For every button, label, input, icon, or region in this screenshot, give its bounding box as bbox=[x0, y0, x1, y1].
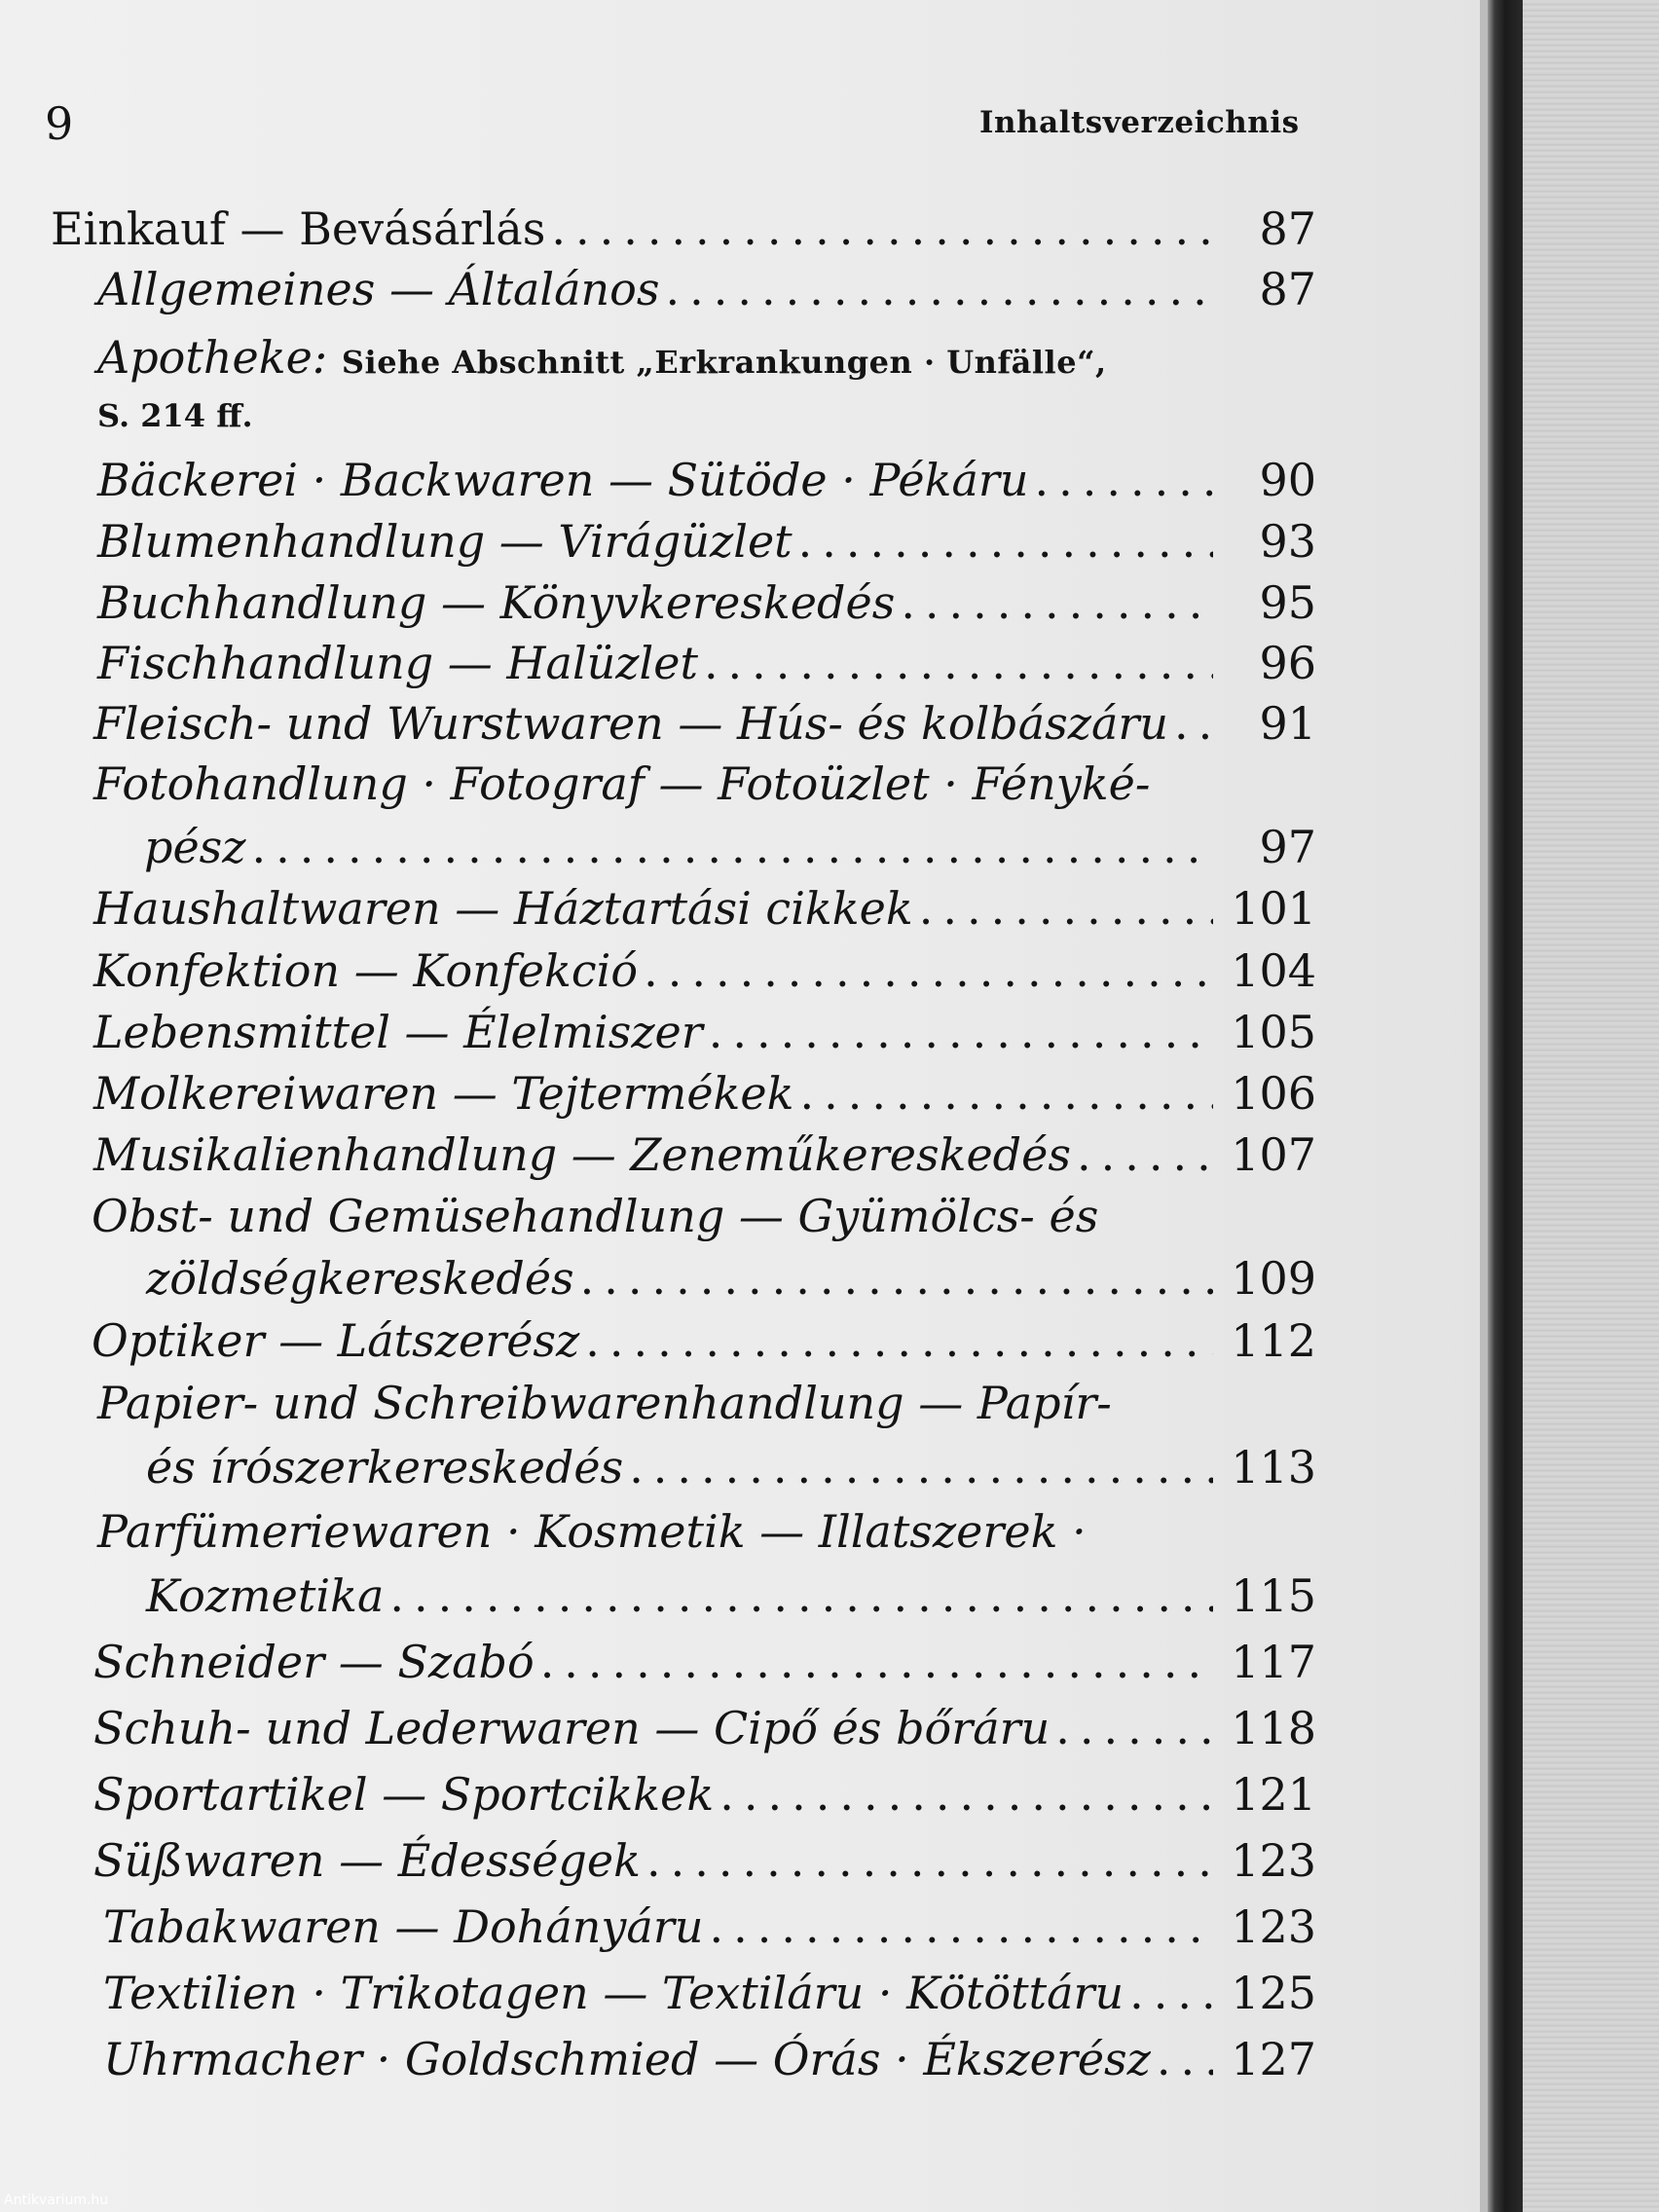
toc-leader bbox=[665, 267, 1213, 312]
toc-entry-title-cont: és írószerkereskedés bbox=[146, 1441, 624, 1493]
toc-page-number: 113 bbox=[1231, 1441, 1316, 1493]
toc-entry-title: Schneider — Szabó bbox=[93, 1636, 535, 1688]
toc-entry-title: Allgemeines — Általános bbox=[97, 263, 660, 315]
toc-entry-row[interactable] bbox=[93, 697, 1316, 750]
toc-entry-row[interactable] bbox=[97, 637, 1316, 689]
toc-entry-row[interactable] bbox=[97, 515, 1316, 568]
toc-leader bbox=[901, 580, 1213, 625]
toc-leader bbox=[580, 1256, 1213, 1301]
toc-entry-title: Konfektion — Konfekció bbox=[93, 944, 639, 997]
toc-leader bbox=[629, 1445, 1213, 1490]
toc-entry-row[interactable] bbox=[97, 263, 1316, 315]
toc-entry-row[interactable] bbox=[93, 1636, 1316, 1688]
toc-entry-title[interactable]: Obst- und Gemüsehandlung — Gyümölcs- és bbox=[92, 1190, 1099, 1242]
toc-entry-title: Fischhandlung — Halüzlet bbox=[97, 637, 698, 689]
toc-entry-title: Musikalienhandlung — Zeneműkereskedés bbox=[93, 1128, 1071, 1181]
toc-entry-title: Lebensmittel — Élelmiszer bbox=[93, 1006, 703, 1058]
toc-chapter-title: Einkauf — Bevásárlás bbox=[51, 203, 546, 255]
toc-page-number: 112 bbox=[1231, 1314, 1316, 1367]
toc-page-number: 123 bbox=[1231, 1900, 1316, 1953]
toc-entry-title: Textilien · Trikotagen — Textiláru · Kötöttáru bbox=[103, 1967, 1124, 2019]
toc-leader bbox=[800, 1071, 1213, 1116]
toc-leader bbox=[644, 948, 1213, 993]
toc-leader bbox=[798, 519, 1213, 564]
toc-entry-title[interactable]: Fotohandlung · Fotograf — Fotoüzlet · Fényké- bbox=[93, 757, 1151, 810]
toc-entry-row[interactable] bbox=[93, 1128, 1316, 1181]
toc-entry-title: Süßwaren — Édességek bbox=[93, 1834, 641, 1887]
watermark: Antikvarium.hu bbox=[4, 2193, 109, 2208]
toc-leader bbox=[919, 886, 1213, 931]
toc-entry-row[interactable] bbox=[93, 1834, 1316, 1887]
book-cover-edge bbox=[1488, 0, 1523, 2212]
toc-leader bbox=[709, 1010, 1213, 1054]
toc-leader bbox=[646, 1838, 1213, 1883]
toc-entry-row[interactable] bbox=[93, 1006, 1316, 1058]
toc-entry-row[interactable] bbox=[144, 821, 1316, 873]
toc-entry-title-cont: zöldségkereskedés bbox=[146, 1252, 574, 1305]
toc-entry-row[interactable] bbox=[93, 1768, 1316, 1821]
toc-page-number: 107 bbox=[1231, 1128, 1316, 1181]
toc-leader bbox=[252, 825, 1213, 869]
toc-entry-title: Schuh- und Lederwaren — Cipő és bőráru bbox=[93, 1702, 1051, 1754]
toc-page-number: 87 bbox=[1259, 203, 1316, 255]
toc-entry-title: Bäckerei · Backwaren — Sütöde · Pékáru bbox=[97, 454, 1029, 506]
toc-leader bbox=[1077, 1132, 1213, 1177]
toc-leader bbox=[1157, 2037, 1213, 2082]
toc-entry-title: Molkereiwaren — Tejtermékek bbox=[93, 1067, 794, 1120]
toc-entry-title: Sportartikel — Sportcikkek bbox=[93, 1768, 715, 1821]
toc-page-number: 125 bbox=[1231, 1967, 1316, 2019]
toc-entry-title: Buchhandlung — Könyvkereskedés bbox=[97, 576, 896, 629]
toc-page-number: 97 bbox=[1259, 821, 1316, 873]
toc-entry-row[interactable] bbox=[93, 1067, 1316, 1120]
toc-entry-row[interactable] bbox=[146, 1569, 1316, 1622]
toc-page-number: 121 bbox=[1231, 1768, 1316, 1821]
toc-page-number: 123 bbox=[1231, 1834, 1316, 1887]
toc-page-number: 96 bbox=[1259, 637, 1316, 689]
toc-entry-title[interactable]: Papier- und Schreibwarenhandlung — Papír- bbox=[97, 1377, 1112, 1429]
toc-page-number: 91 bbox=[1259, 697, 1316, 750]
toc-page-number: 109 bbox=[1231, 1252, 1316, 1305]
toc-page-number: 117 bbox=[1231, 1636, 1316, 1688]
toc-entry-row[interactable] bbox=[103, 1900, 1316, 1953]
toc-entry-row[interactable] bbox=[93, 882, 1316, 935]
toc-entry-row[interactable] bbox=[103, 1967, 1316, 2019]
toc-note-text: Siehe Abschnitt „Erkrankungen · Unfälle“, bbox=[341, 344, 1107, 381]
toc-page-number: 118 bbox=[1231, 1702, 1316, 1754]
toc-page-number: 101 bbox=[1231, 882, 1316, 935]
toc-entry-row[interactable] bbox=[103, 2033, 1316, 2085]
toc-entry-title: Haushaltwaren — Háztartási cikkek bbox=[93, 882, 913, 935]
toc-leader bbox=[389, 1573, 1213, 1618]
toc-note-apotheke bbox=[97, 331, 1107, 384]
toc-page-number: 87 bbox=[1259, 263, 1316, 315]
running-head: Inhaltsverzeichnis bbox=[979, 105, 1300, 140]
toc-leader bbox=[1129, 1971, 1213, 2015]
toc-leader bbox=[709, 1904, 1213, 1949]
toc-entry-row[interactable] bbox=[146, 1441, 1316, 1493]
page-number: 9 bbox=[45, 97, 74, 150]
toc-entry-row[interactable] bbox=[93, 1702, 1316, 1754]
toc-entry-title: Uhrmacher · Goldschmied — Órás · Ékszerész bbox=[103, 2033, 1151, 2085]
toc-entry-row[interactable] bbox=[93, 944, 1316, 997]
toc-page-number: 90 bbox=[1259, 454, 1316, 506]
toc-entry-row[interactable] bbox=[97, 454, 1316, 506]
toc-entry-row[interactable] bbox=[97, 576, 1316, 629]
toc-entry-title: Fleisch- und Wurstwaren — Hús- és kolbászáru bbox=[93, 697, 1169, 750]
toc-leader bbox=[1174, 701, 1213, 746]
toc-note-label: Apotheke: bbox=[97, 331, 328, 384]
toc-leader bbox=[719, 1772, 1213, 1817]
toc-entry-title: Optiker — Látszerész bbox=[92, 1314, 580, 1367]
toc-entry-row[interactable] bbox=[146, 1252, 1316, 1305]
toc-page-number: 127 bbox=[1231, 2033, 1316, 2085]
toc-page-number: 95 bbox=[1259, 576, 1316, 629]
toc-page-number: 93 bbox=[1259, 515, 1316, 568]
toc-leader bbox=[704, 641, 1213, 685]
toc-note-text-cont: S. 214 ff. bbox=[97, 397, 253, 434]
toc-leader bbox=[1055, 1706, 1213, 1751]
toc-chapter-row[interactable] bbox=[51, 203, 1316, 255]
toc-entry-title-cont: Kozmetika bbox=[146, 1569, 385, 1622]
toc-entry-title-cont: pész bbox=[144, 821, 246, 873]
toc-leader bbox=[1035, 458, 1214, 502]
toc-entry-title: Blumenhandlung — Virágüzlet bbox=[97, 515, 793, 568]
toc-entry-row[interactable] bbox=[92, 1314, 1316, 1367]
toc-entry-title: Tabakwaren — Dohányáru bbox=[103, 1900, 704, 1953]
toc-leader bbox=[540, 1640, 1213, 1684]
toc-page-number: 105 bbox=[1231, 1006, 1316, 1058]
toc-leader bbox=[585, 1318, 1213, 1363]
toc-page-number: 106 bbox=[1231, 1067, 1316, 1120]
toc-entry-title[interactable]: Parfümeriewaren · Kosmetik — Illatszerek · bbox=[97, 1505, 1087, 1558]
toc-page-number: 104 bbox=[1231, 944, 1316, 997]
book-spine bbox=[1523, 0, 1659, 2212]
toc-page-number: 115 bbox=[1231, 1569, 1316, 1622]
toc-leader bbox=[551, 206, 1213, 251]
